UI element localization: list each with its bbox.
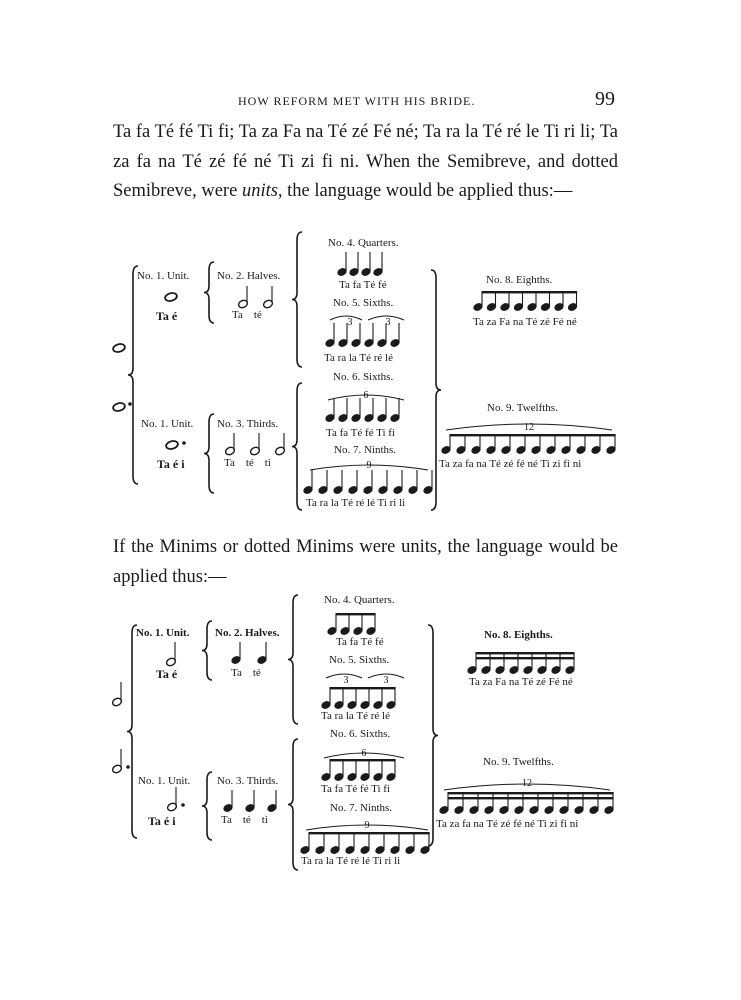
no7-quaver-beam-1	[309, 832, 430, 834]
brace-sixths-ninths	[288, 739, 298, 870]
no6-sixths-syllables: Ta fa Té fé Ti fi	[326, 427, 395, 439]
no1-unit-dotted-label: No. 1. Unit.	[138, 775, 191, 787]
no5-triplet-a: 3	[347, 317, 353, 328]
no9-tuplet: 12	[522, 778, 532, 789]
margin-dotted-minim-dot	[126, 765, 130, 769]
no5-quaver-beam-1	[330, 687, 396, 689]
no1-unit-syllables: Ta é	[156, 667, 178, 681]
no9-twelfths-label: No. 9. Twelfths.	[487, 402, 558, 414]
no6-tuplet: 6	[361, 748, 367, 759]
no5-triplet-b: 3	[383, 675, 389, 686]
no6-sixths-label: No. 6. Sixths.	[330, 728, 391, 740]
no1-unit-syllables: Ta é	[156, 309, 178, 323]
no6-tuplet: 6	[363, 390, 369, 401]
no2-halves-syllables: Ta té	[231, 667, 261, 679]
no3-thirds-syllables: Ta té ti	[221, 814, 268, 826]
no6-sixths-label: No. 6. Sixths.	[333, 371, 394, 383]
no4-quaver-beam-1	[336, 613, 376, 615]
no8-eighths-label: No. 8. Eighths.	[484, 629, 553, 641]
no7-ninths-syllables: Ta ra la Té ré lé Ti ri li	[306, 497, 406, 509]
brace-eighths-twelfths	[428, 625, 438, 846]
no5-triplet-a: 3	[343, 675, 349, 686]
no9-twelfths-syllables: Ta za fa na Té zé fé né Ti zi fi ni	[439, 458, 582, 470]
no8-semiquaver-beam-2	[476, 657, 575, 659]
no9-semiquaver-beam-1	[448, 792, 614, 794]
no2-halves-label: No. 2. Halves.	[217, 270, 281, 282]
paragraph-text-end: the language would be applied thus:—	[282, 181, 573, 201]
no1-dot	[181, 803, 185, 807]
no1-unit-dotted-syllables: Ta é i	[148, 814, 176, 828]
no9-twelfths-syllables: Ta za fa na Té zé fé né Ti zi fi ni	[436, 818, 579, 830]
no3-thirds-syllables: Ta té ti	[224, 457, 271, 469]
no4-quarters-label: No. 4. Quarters.	[324, 594, 395, 606]
no2-halves-label: No. 2. Halves.	[215, 627, 280, 639]
no7-tuplet: 9	[366, 460, 372, 471]
no4-quarters-label: No. 4. Quarters.	[328, 237, 399, 249]
no6-sixths-syllables: Ta fa Té fé Ti fi	[321, 783, 390, 795]
paragraph-minims: If the Minims or dotted Minims were units, the language would be applied thus:—	[113, 537, 618, 587]
no8-eighths-label: No. 8. Eighths.	[486, 274, 553, 286]
no1-unit-dotted-label: No. 1. Unit.	[141, 418, 194, 430]
no5-sixths-label: No. 5. Sixths.	[329, 654, 390, 666]
no3-thirds-label: No. 3. Thirds.	[217, 775, 279, 787]
page-number: 99	[595, 88, 615, 110]
no9-tuplet: 12	[524, 422, 534, 433]
no7-ninths-label: No. 7. Ninths.	[330, 802, 393, 814]
brace-halves	[202, 621, 212, 680]
no5-sixths-syllables: Ta ra la Té ré lé	[324, 352, 393, 364]
emphasis-units: units,	[241, 181, 283, 201]
brace-thirds	[202, 772, 212, 840]
no2-halves-syllables: Ta té	[232, 309, 262, 321]
no1-unit-dotted-syllables: Ta é i	[157, 457, 185, 471]
no5-sixths-syllables: Ta ra la Té ré lé	[321, 710, 390, 722]
no9-semiquaver-beam-2	[448, 797, 614, 799]
no8-semiquaver-beam-1	[476, 652, 575, 654]
brace-quarters-sixths	[288, 595, 298, 724]
no9-twelfths-label: No. 9. Twelfths.	[483, 756, 554, 768]
no6-quaver-beam-1	[330, 759, 396, 761]
no8-eighths-syllables: Ta za Fa na Té zé Fé né	[469, 676, 573, 688]
no5-triplet-b: 3	[385, 317, 391, 328]
paragraph-text: Ta fa Té fé Ti fi; Ta za Fa na Té zé Fé né; Ta ra la Té ré le Ti ri li; Ta za fa na Té zé fé né Ti zi fi ni. When the Semibreve, and dotted Semibreve, were	[113, 122, 618, 201]
no1-unit-label: No. 1. Unit.	[137, 270, 190, 282]
no5-sixths-label: No. 5. Sixths.	[333, 297, 394, 309]
no7-ninths-label: No. 7. Ninths.	[334, 444, 397, 456]
no8-eighths-syllables: Ta za Fa na Té zé Fé né	[473, 316, 577, 328]
outer-brace	[127, 625, 137, 838]
no1-unit-label: No. 1. Unit.	[136, 627, 190, 639]
running-title: HOW REFORM MET WITH HIS BRIDE.	[238, 94, 476, 108]
no7-tuplet: 9	[364, 820, 370, 831]
no3-thirds-label: No. 3. Thirds.	[217, 418, 279, 430]
no4-quarters-syllables: Ta fa Té fé	[339, 279, 387, 291]
no7-ninths-syllables: Ta ra la Té ré lé Ti ri li	[301, 855, 401, 867]
no4-quarters-syllables: Ta fa Té fé	[336, 636, 384, 648]
